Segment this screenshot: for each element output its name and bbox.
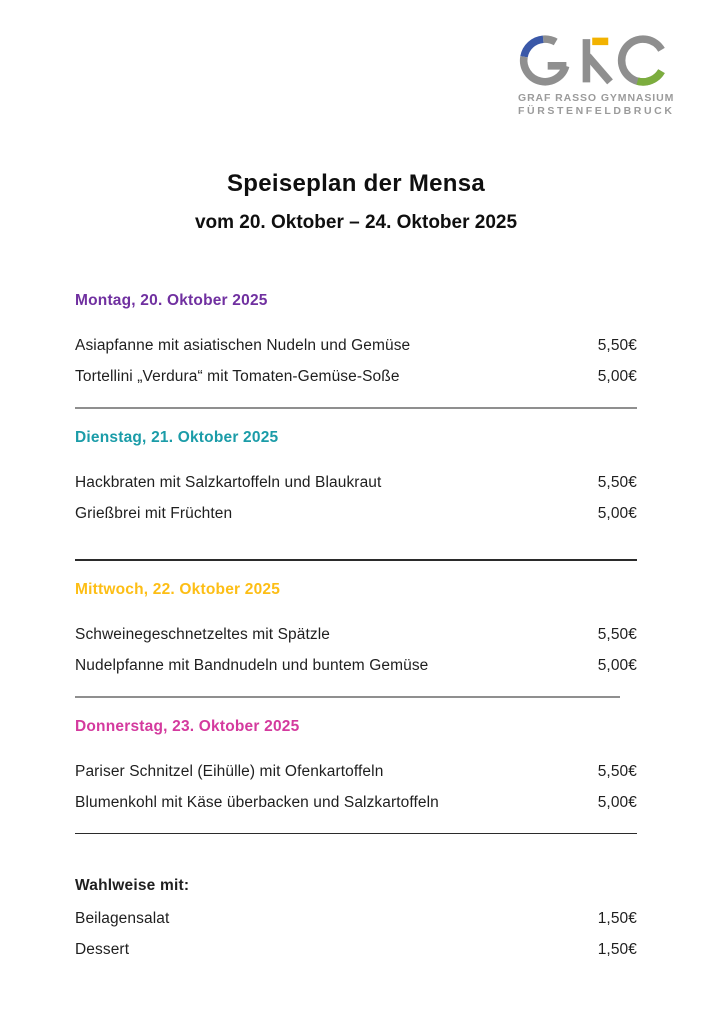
- dish-name: Tortellini „Verdura“ mit Tomaten-Gemüse-Soße: [75, 368, 400, 385]
- grg-logo-icon: [518, 32, 670, 89]
- dish-name: Grießbrei mit Früchten: [75, 505, 233, 522]
- page-title: Speiseplan der Mensa: [226, 170, 486, 197]
- menu-item-row: [75, 504, 637, 523]
- school-name: [518, 92, 675, 118]
- day-section-thursday: [75, 718, 637, 835]
- dish-name: Schweinegeschnetzeltes mit Spätzle: [75, 625, 330, 643]
- menu-item-row: [75, 762, 637, 781]
- day-heading-tuesday: Dienstag, 21. Oktober 2025: [75, 429, 279, 446]
- menu-item-row: [75, 625, 637, 644]
- day-heading-thursday: Donnerstag, 23. Oktober 2025: [75, 717, 300, 735]
- menu-item-row: [75, 940, 637, 959]
- dish-price: 5,50€: [597, 337, 637, 354]
- day-section-tuesday: [75, 429, 637, 561]
- section-divider: [75, 833, 637, 835]
- dish-name: Dessert: [75, 941, 130, 958]
- school-name-line2: FÜRSTENFELDBRUCK: [518, 105, 675, 117]
- logo-letter-g2-green-arc: [637, 71, 661, 82]
- dish-name: Pariser Schnitzel (Eihülle) mit Ofenkartoffeln: [75, 762, 384, 780]
- dish-price: 5,00€: [597, 656, 637, 674]
- day-heading-wednesday: Mittwoch, 22. Oktober 2025: [75, 580, 281, 598]
- page-subtitle: vom 20. Oktober – 24. Oktober 2025: [194, 212, 518, 233]
- day-heading-monday: Montag, 20. Oktober 2025: [75, 292, 268, 309]
- dish-name: Blumenkohl mit Käse überbacken und Salzkartoffeln: [75, 793, 439, 811]
- section-divider: [75, 696, 620, 698]
- dish-name: Hackbraten mit Salzkartoffeln und Blaukraut: [75, 474, 382, 491]
- day-section-monday: [75, 292, 637, 409]
- dish-price: 1,50€: [597, 910, 637, 927]
- dish-price: 5,00€: [597, 793, 637, 811]
- day-section-wednesday: [75, 581, 637, 698]
- extras-heading: Wahlweise mit:: [75, 877, 190, 894]
- dish-name: Asiapfanne mit asiatischen Nudeln und Gemüse: [75, 337, 411, 354]
- dish-price: 5,00€: [597, 368, 637, 385]
- menu-item-row: [75, 367, 637, 386]
- section-divider: [75, 407, 637, 409]
- menu-item-row: [75, 656, 637, 675]
- menu-item-row: [75, 473, 637, 492]
- dish-name: Nudelpfanne mit Bandnudeln und buntem Gemüse: [75, 656, 429, 674]
- dish-price: 5,50€: [597, 762, 637, 780]
- logo-letter-r-leg: [588, 56, 610, 82]
- school-logo: [518, 32, 675, 118]
- dish-price: 5,50€: [597, 625, 637, 643]
- logo-letter-g1-blue-arc: [524, 39, 543, 57]
- menu-item-row: [75, 336, 637, 355]
- dish-price: 5,50€: [597, 474, 637, 491]
- extras-section: [75, 876, 637, 959]
- menu-item-row: [75, 909, 637, 928]
- dish-name: Beilagensalat: [75, 910, 170, 927]
- logo-letter-g1-top: [543, 39, 556, 42]
- section-divider: [75, 559, 637, 561]
- menu-item-row: [75, 793, 637, 812]
- school-name-line1: GRAF RASSO GYMNASIUM: [518, 92, 675, 104]
- dish-price: 5,00€: [597, 505, 637, 522]
- weekly-menu: [75, 292, 637, 959]
- dish-price: 1,50€: [597, 941, 637, 958]
